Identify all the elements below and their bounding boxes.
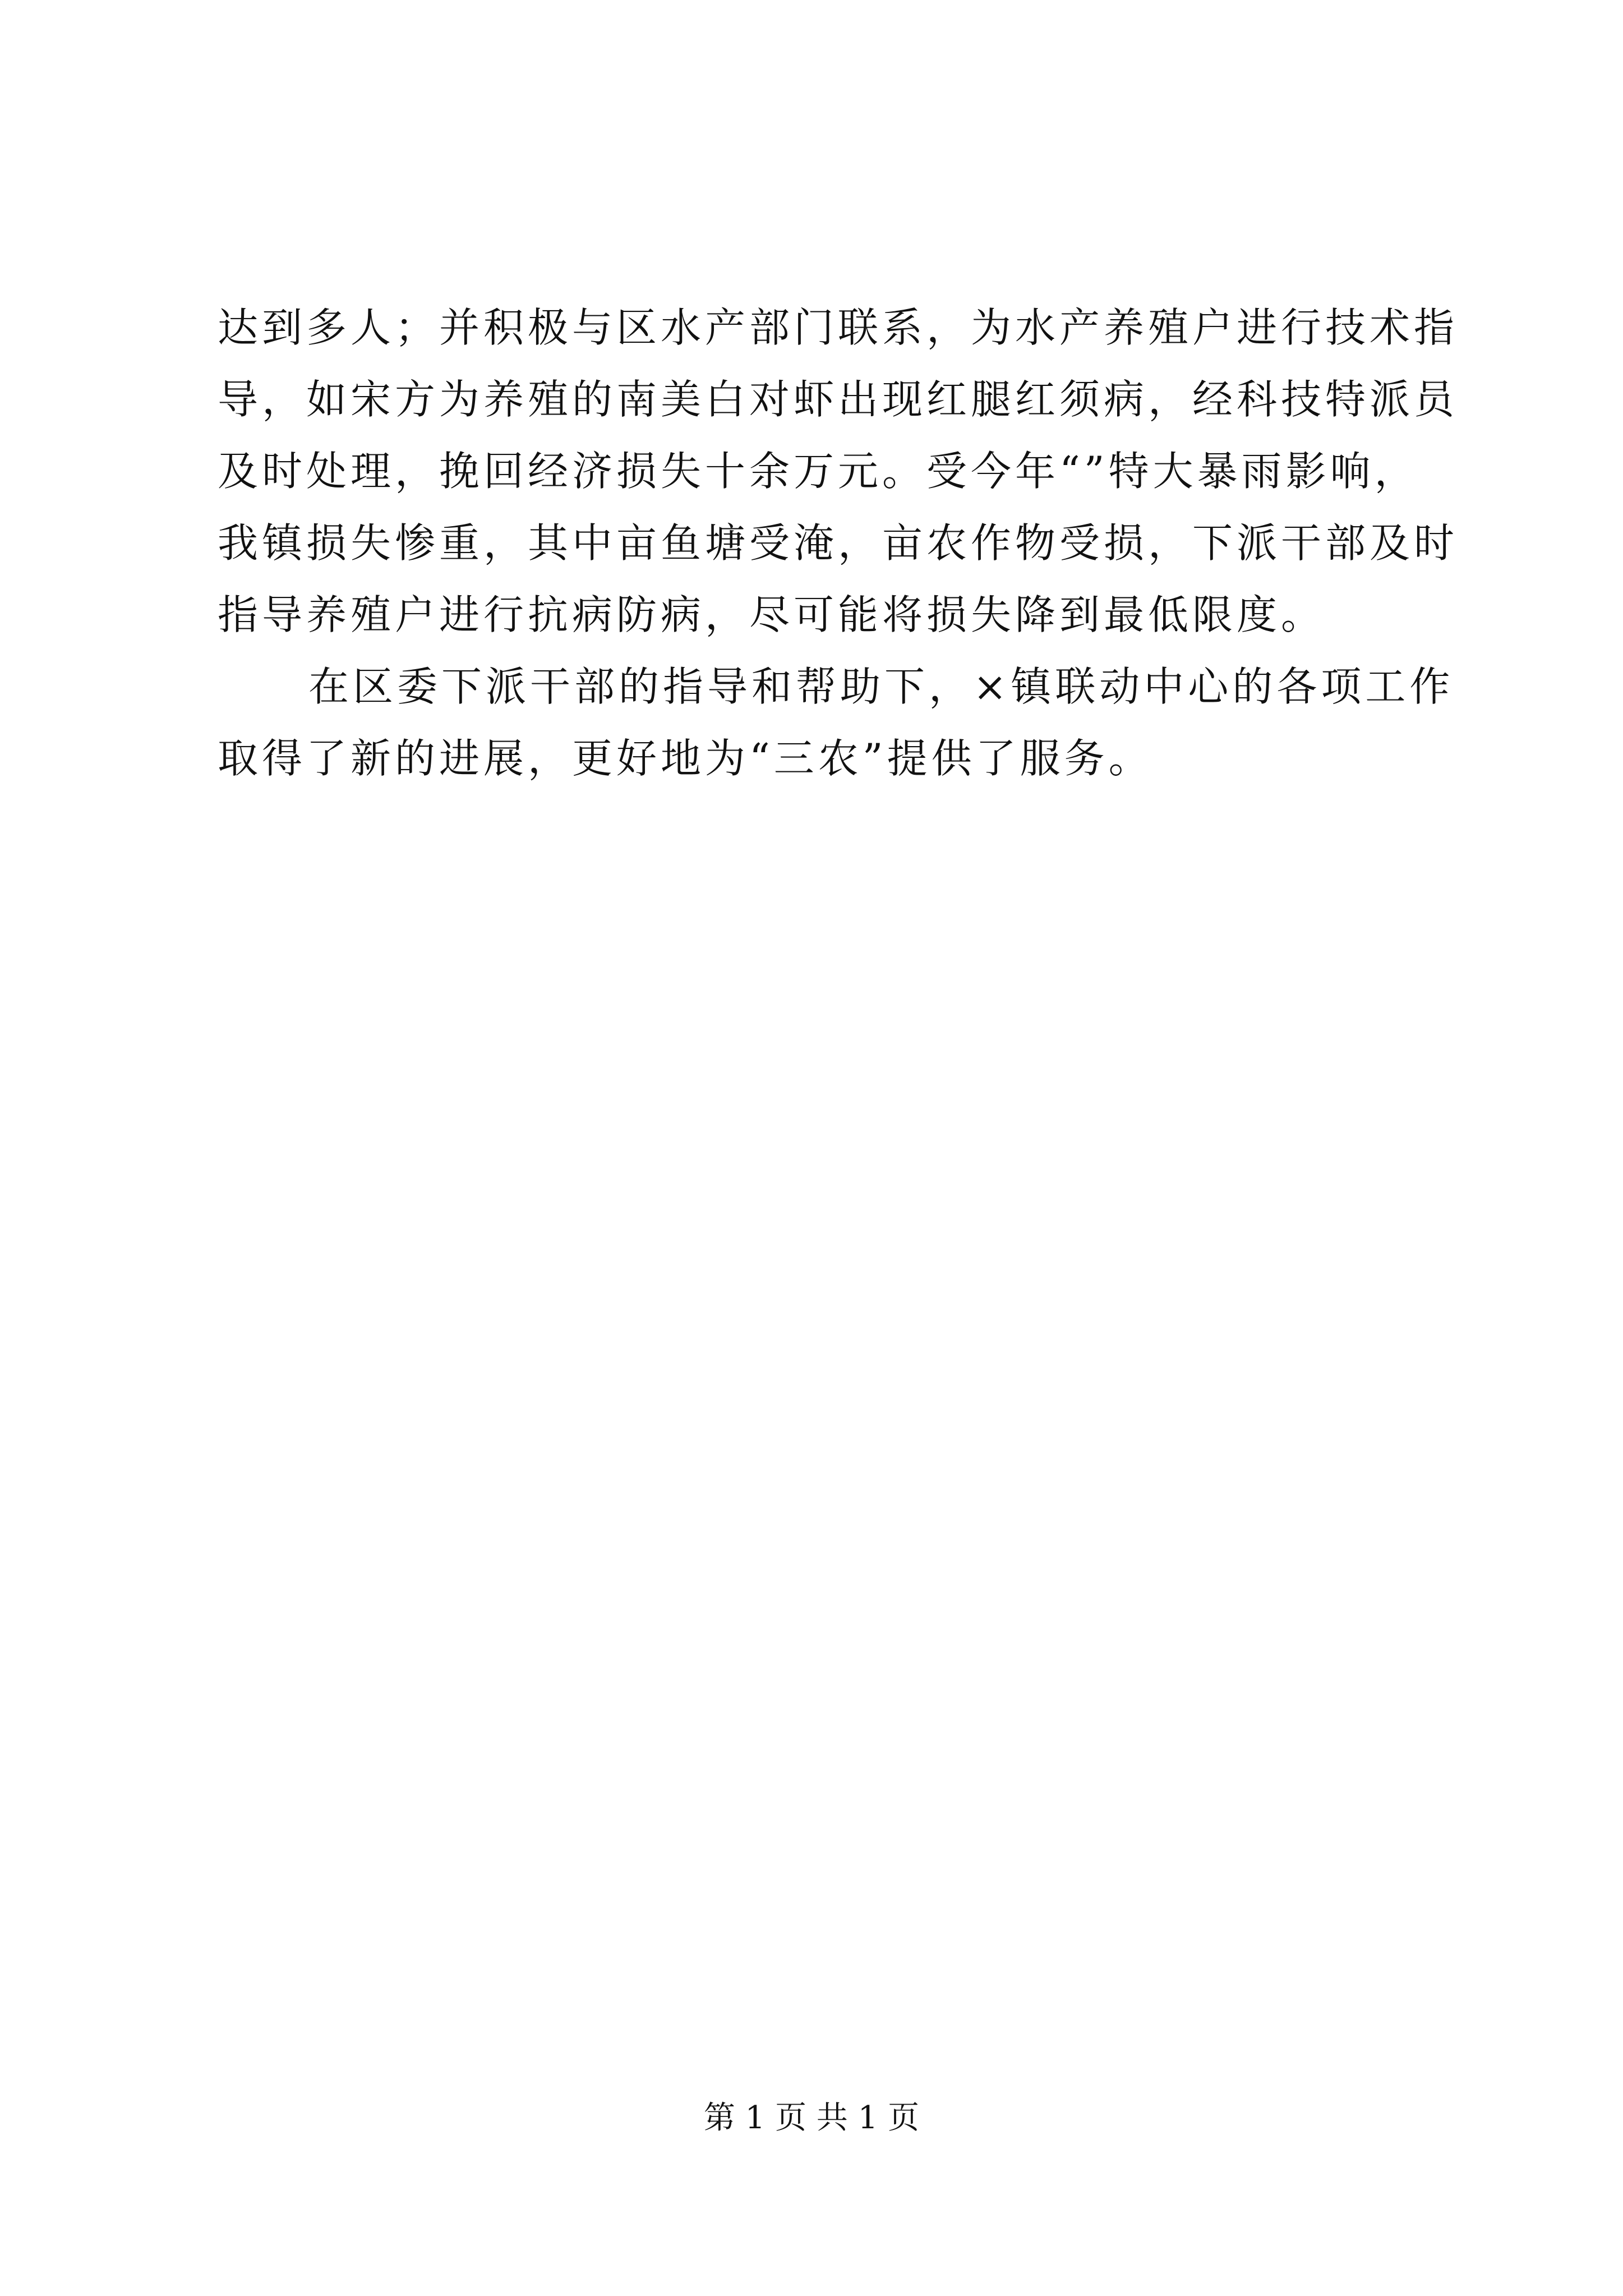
text-line: 达到多人；并积极与区水产部门联系，为水产养殖户进行技术指 <box>218 304 1459 351</box>
text-line: 取得了新的进展，更好地为“三农”提供了服务。 <box>218 735 1153 782</box>
text-line: 在区委下派干部的指导和帮助下，×镇联动中心的各项工作 <box>308 663 1454 710</box>
text-line: 及时处理，挽回经济损失十余万元。受今年“”特大暴雨影响， <box>218 448 1419 495</box>
text-line: 我镇损失惨重，其中亩鱼塘受淹，亩农作物受损，下派干部及时 <box>218 519 1459 567</box>
document-body <box>218 292 1459 794</box>
text-line: 指导养殖户进行抗病防病，尽可能将损失降到最低限度。 <box>218 591 1326 638</box>
page-number-footer: 第 1 页 共 1 页 <box>703 2100 920 2136</box>
text-line: 导，如宋方为养殖的南美白对虾出现红腿红须病，经科技特派员 <box>218 376 1459 423</box>
paragraph-1 <box>218 292 1459 651</box>
paragraph-2 <box>218 651 1454 794</box>
